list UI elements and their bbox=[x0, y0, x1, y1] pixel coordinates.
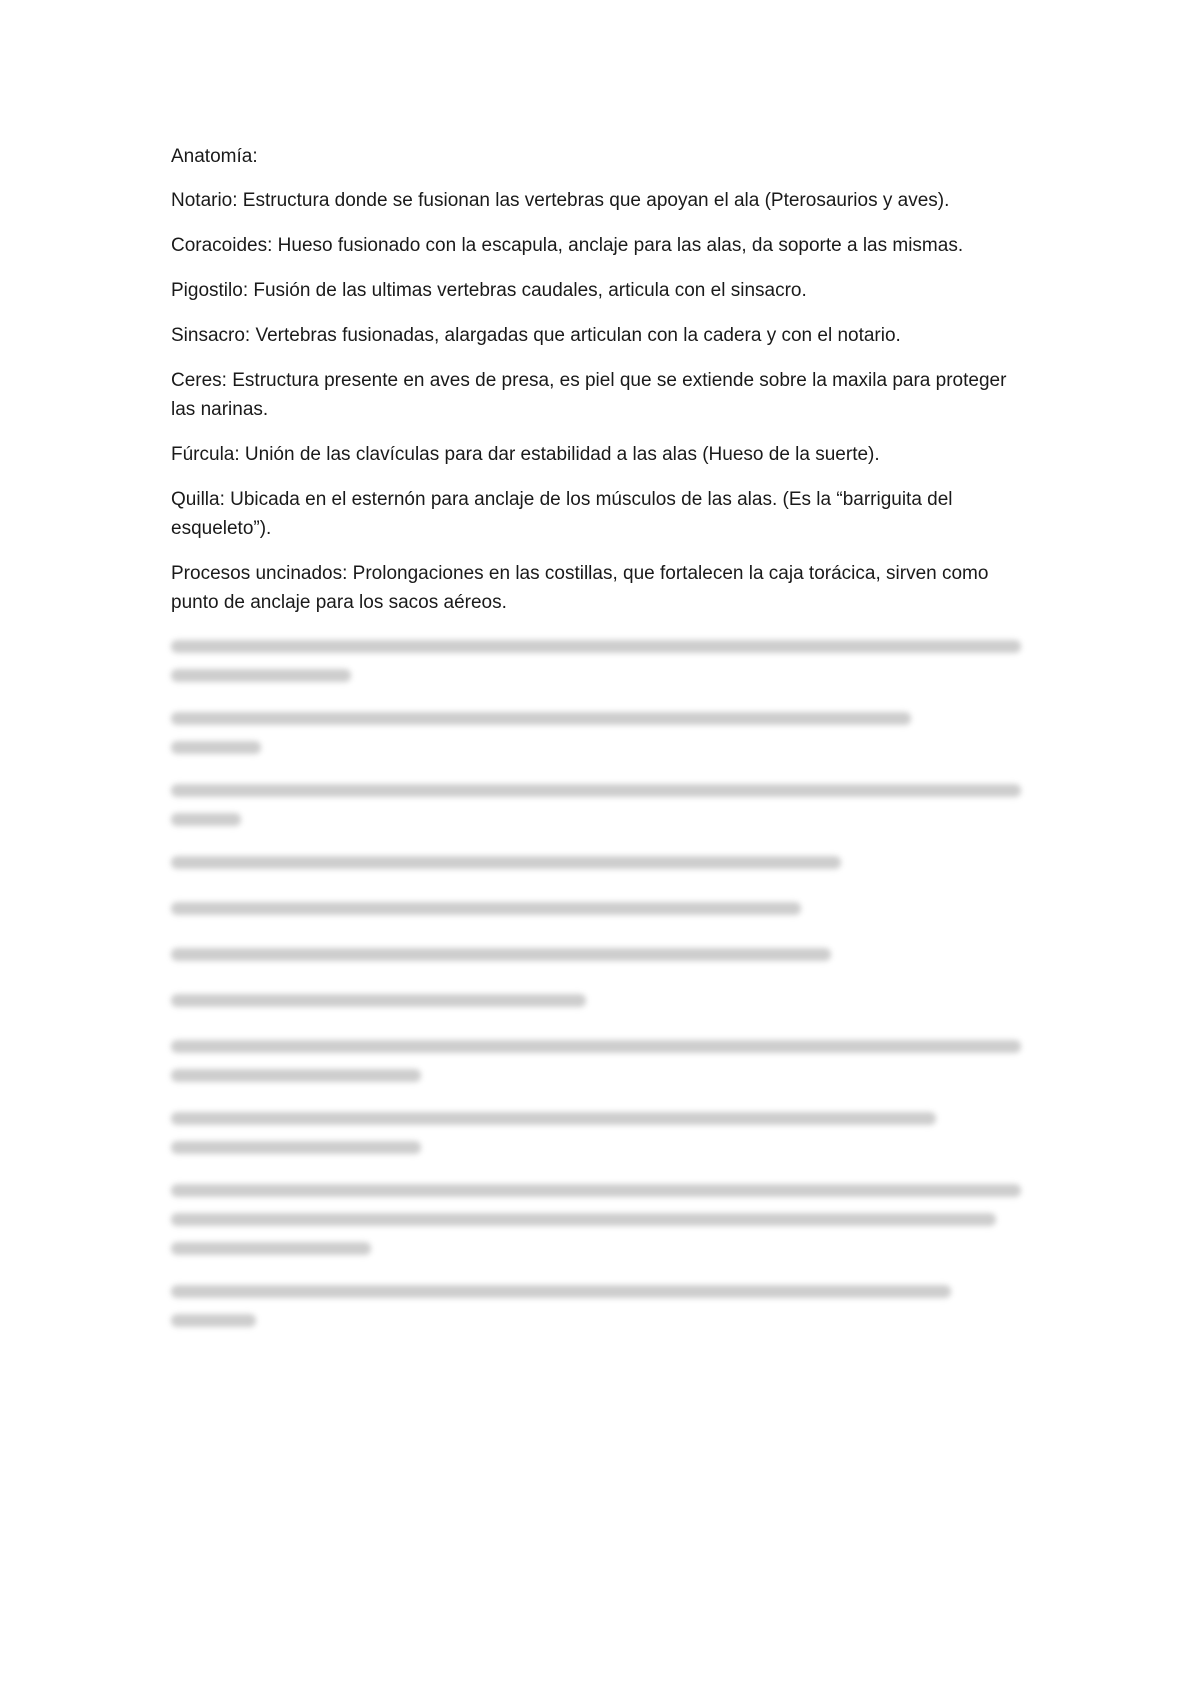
blurred-line bbox=[171, 948, 831, 961]
blurred-line bbox=[171, 1069, 421, 1082]
blurred-line bbox=[171, 784, 1021, 797]
entry-ceres: Ceres: Estructura presente en aves de presa, es piel que se extiende sobre la maxila para proteger las narinas. bbox=[171, 370, 1007, 420]
entry-furcula: Fúrcula: Unión de las clavículas para dar estabilidad a las alas (Hueso de la suerte). bbox=[171, 444, 880, 465]
blurred-text-region bbox=[171, 640, 1031, 1327]
blurred-line bbox=[171, 669, 351, 682]
blurred-line bbox=[171, 1314, 256, 1327]
document-heading: Anatomía: bbox=[171, 146, 258, 167]
blurred-line bbox=[171, 1242, 371, 1255]
blurred-line bbox=[171, 1184, 1021, 1197]
entry-procesos-uncinados: Procesos uncinados: Prolongaciones en las costillas, que fortalecen la caja torácica, sirven como punto de anclaje para los sacos aéreos. bbox=[171, 563, 989, 613]
entry-pigostilo: Pigostilo: Fusión de las ultimas vertebras caudales, articula con el sinsacro. bbox=[171, 280, 807, 301]
entry-notario: Notario: Estructura donde se fusionan las vertebras que apoyan el ala (Pterosaurios y aves). bbox=[171, 190, 950, 211]
blurred-line bbox=[171, 1040, 1021, 1053]
blurred-line bbox=[171, 712, 911, 725]
blurred-line bbox=[171, 741, 261, 754]
blurred-line bbox=[171, 1112, 936, 1125]
entry-coracoides: Coracoides: Hueso fusionado con la escapula, anclaje para las alas, da soporte a las mismas. bbox=[171, 235, 964, 256]
document-body bbox=[171, 142, 1031, 633]
blurred-line bbox=[171, 640, 1021, 653]
blurred-line bbox=[171, 1141, 421, 1154]
blurred-line bbox=[171, 902, 801, 915]
entry-quilla: Quilla: Ubicada en el esternón para anclaje de los músculos de las alas. (Es la “barriguita del esqueleto”). bbox=[171, 489, 953, 539]
blurred-line bbox=[171, 994, 586, 1007]
blurred-line bbox=[171, 1285, 951, 1298]
blurred-line bbox=[171, 856, 841, 869]
blurred-line bbox=[171, 1213, 996, 1226]
blurred-line bbox=[171, 813, 241, 826]
entry-sinsacro: Sinsacro: Vertebras fusionadas, alargadas que articulan con la cadera y con el notario. bbox=[171, 325, 901, 346]
